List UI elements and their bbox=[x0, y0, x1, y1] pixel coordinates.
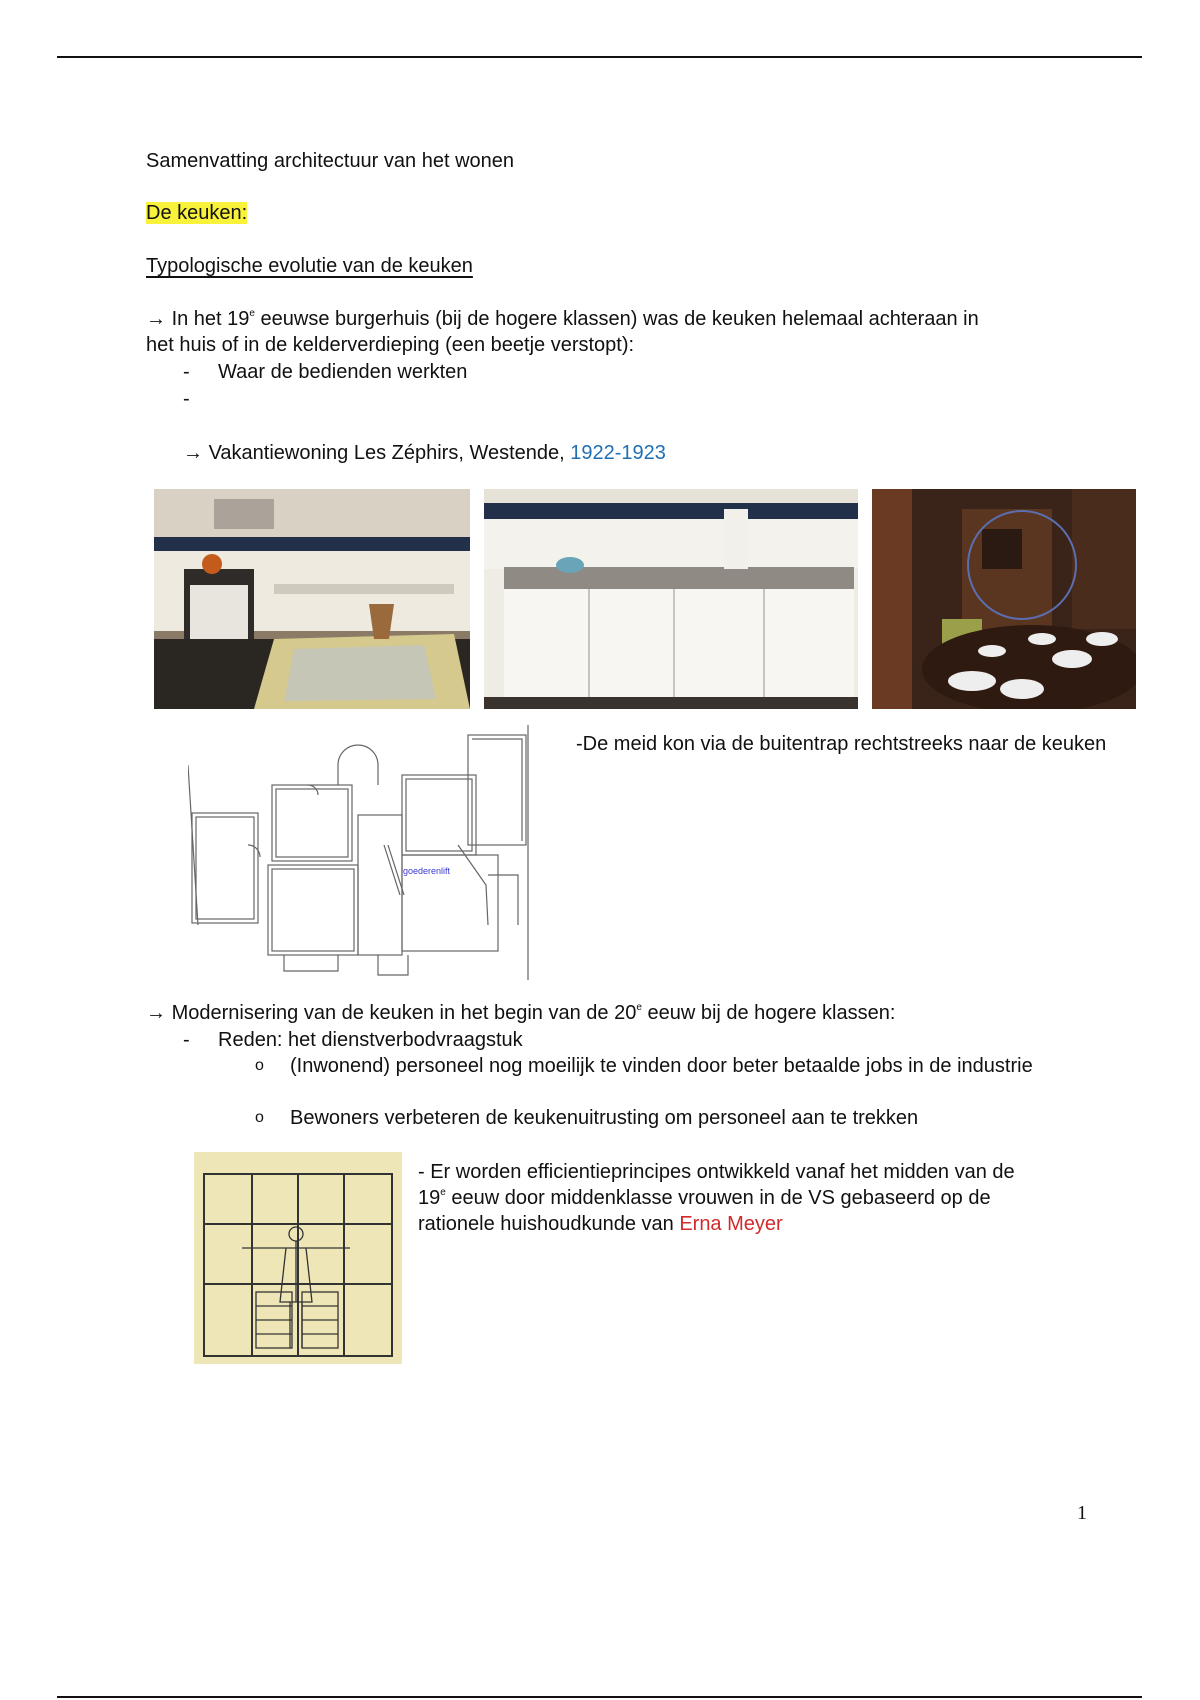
section-heading-highlight: De keuken: bbox=[146, 202, 248, 224]
p2-post: eeuw bij de hogere klassen: bbox=[641, 1002, 896, 1024]
document-title: Samenvatting architectuur van het wonen bbox=[146, 150, 514, 172]
list-item: Waar de bedienden werkten bbox=[218, 361, 468, 383]
dc-post2: eeuw door middenklasse vrouwen in de VS gebaseerd op de bbox=[445, 1187, 991, 1209]
diagram-caption-line-3 bbox=[418, 1211, 783, 1237]
efficiency-diagram bbox=[194, 1152, 402, 1364]
example-text: Vakantiewoning Les Zéphirs, Westende, bbox=[208, 442, 571, 464]
arrow-icon: → bbox=[183, 442, 203, 464]
p1-post: eeuwse burgerhuis (bij de hogere klassen) was de keuken helemaal achteraan in bbox=[254, 308, 979, 330]
diagram-caption-line-1: - Er worden efficientieprincipes ontwikkeld vanaf het midden van de bbox=[418, 1161, 1015, 1183]
dc-pre2: 19 bbox=[418, 1187, 441, 1209]
arrow-icon: → bbox=[146, 308, 166, 330]
top-rule bbox=[57, 56, 1142, 58]
dash-bullet: - bbox=[183, 361, 190, 383]
arrow-icon: → bbox=[146, 1002, 166, 1024]
paragraph-1-line-1 bbox=[146, 306, 979, 332]
plan-caption: -De meid kon via de buitentrap rechtstreeks naar de keuken bbox=[576, 733, 1107, 755]
section-heading bbox=[146, 200, 247, 226]
sub-list-item: Bewoners verbeteren de keukenuitrusting om personeel aan te trekken bbox=[290, 1107, 919, 1129]
example-years: 1922-1923 bbox=[570, 442, 666, 464]
circle-bullet: o bbox=[255, 1109, 264, 1126]
p2-pre: Modernisering van de keuken in het begin van de 20 bbox=[171, 1002, 637, 1024]
bottom-rule bbox=[57, 1696, 1142, 1698]
subsection-heading: Typologische evolutie van de keuken bbox=[146, 255, 473, 277]
list-item: Reden: het dienstverbodvraagstuk bbox=[218, 1029, 523, 1051]
page-number: 1 bbox=[1077, 1502, 1087, 1524]
p1-pre: In het 19 bbox=[171, 308, 250, 330]
paragraph-2 bbox=[146, 1000, 895, 1026]
kitchen-sink-photo bbox=[484, 489, 858, 709]
dc-pre3: rationele huishoudkunde van bbox=[418, 1213, 680, 1235]
p1-sup: e bbox=[249, 308, 255, 319]
dash-bullet: - bbox=[183, 388, 190, 410]
dining-room-photo bbox=[872, 489, 1136, 709]
dash-bullet: - bbox=[183, 1029, 190, 1051]
circle-bullet: o bbox=[255, 1057, 264, 1074]
kitchen-stove-photo bbox=[154, 489, 470, 709]
p2-sup: e bbox=[636, 1002, 642, 1013]
diagram-caption-line-2 bbox=[418, 1185, 991, 1211]
sub-list-item: (Inwonend) personeel nog moeilijk te vinden door beter betaalde jobs in de industrie bbox=[290, 1055, 1033, 1077]
erna-meyer-name: Erna Meyer bbox=[679, 1213, 783, 1235]
dc-sup2: e bbox=[440, 1187, 446, 1198]
example-line bbox=[183, 440, 666, 466]
floor-plan-diagram bbox=[188, 725, 558, 980]
goederenlift-label: goederenlift bbox=[403, 866, 451, 876]
paragraph-1-line-2: het huis of in de kelderverdieping (een beetje verstopt): bbox=[146, 334, 635, 356]
